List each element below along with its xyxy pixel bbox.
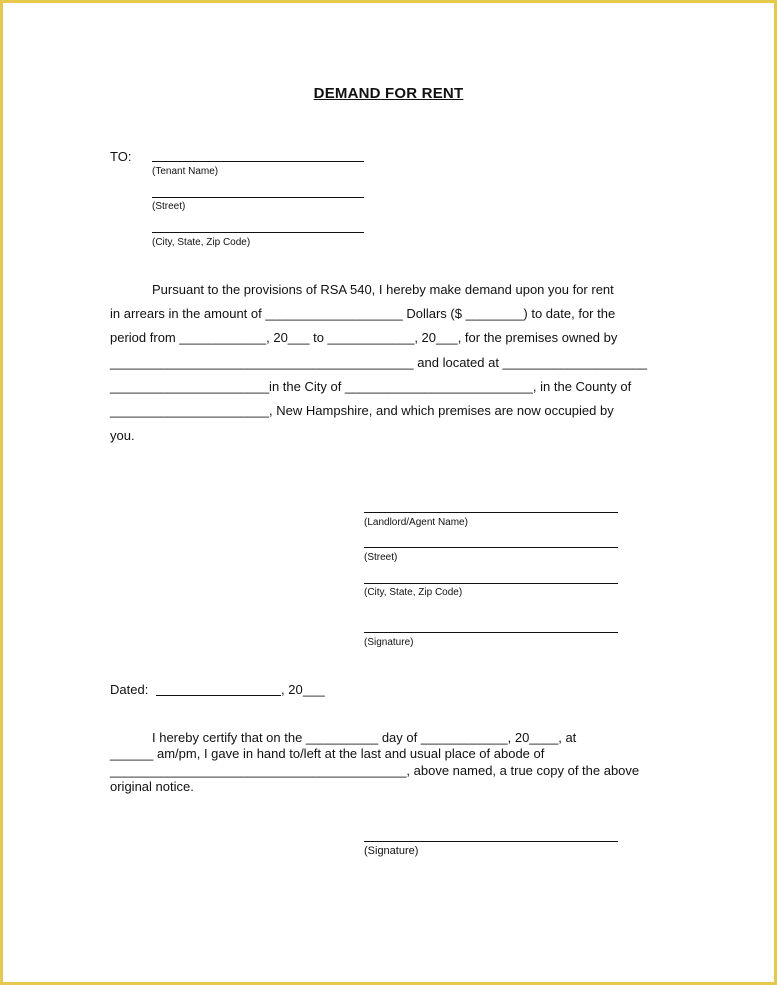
tenant-name-caption: (Tenant Name) — [152, 166, 219, 177]
landlord-street-caption: (Street) — [364, 552, 398, 563]
body-line-6: ______________________, New Hampshire, and which premises are now occupied by — [110, 403, 614, 418]
landlord-signature-caption: (Signature) — [364, 637, 414, 648]
tenant-city-caption: (City, State, Zip Code) — [152, 237, 251, 248]
dated-year-blank[interactable]: ___ — [303, 682, 325, 697]
body-line-7: you. — [110, 428, 135, 443]
certify-line-1: I hereby certify that on the __________ day of ____________, 20____, at — [152, 730, 577, 745]
body-line-5: ______________________in the City of __________________________, in the County of — [110, 379, 632, 394]
body-line-2: in arrears in the amount of ___________________ Dollars ($ ________) to date, for the — [110, 306, 616, 321]
certify-line-2: ______ am/pm, I gave in hand to/left at the last and usual place of abode of — [110, 746, 545, 761]
landlord-city-line[interactable] — [364, 583, 618, 584]
tenant-street-caption: (Street) — [152, 201, 186, 212]
landlord-name-line[interactable] — [364, 512, 618, 513]
final-signature-caption: (Signature) — [364, 845, 419, 857]
body-line-1: Pursuant to the provisions of RSA 540, I hereby make demand upon you for rent — [152, 282, 614, 297]
tenant-name-line[interactable] — [152, 161, 364, 162]
body-line-4: __________________________________________ and located at ____________________ — [110, 355, 648, 370]
to-label: TO: — [110, 149, 132, 164]
tenant-city-line[interactable] — [152, 232, 364, 233]
certify-line-3: _________________________________________, above named, a true copy of the above — [110, 763, 640, 778]
dated-label: Dated: — [110, 682, 149, 697]
landlord-name-caption: (Landlord/Agent Name) — [364, 517, 468, 528]
dated-year-prefix: , 20 — [281, 682, 303, 697]
dated-date-line[interactable] — [156, 695, 281, 696]
tenant-street-line[interactable] — [152, 197, 364, 198]
landlord-signature-line[interactable] — [364, 632, 618, 633]
certify-line-4: original notice. — [110, 779, 194, 794]
body-line-3: period from ____________, 20___ to ____________, 20___, for the premises owned by — [110, 330, 618, 345]
landlord-street-line[interactable] — [364, 547, 618, 548]
final-signature-line[interactable] — [364, 841, 618, 842]
landlord-city-caption: (City, State, Zip Code) — [364, 587, 463, 598]
document-title: DEMAND FOR RENT — [313, 85, 464, 102]
